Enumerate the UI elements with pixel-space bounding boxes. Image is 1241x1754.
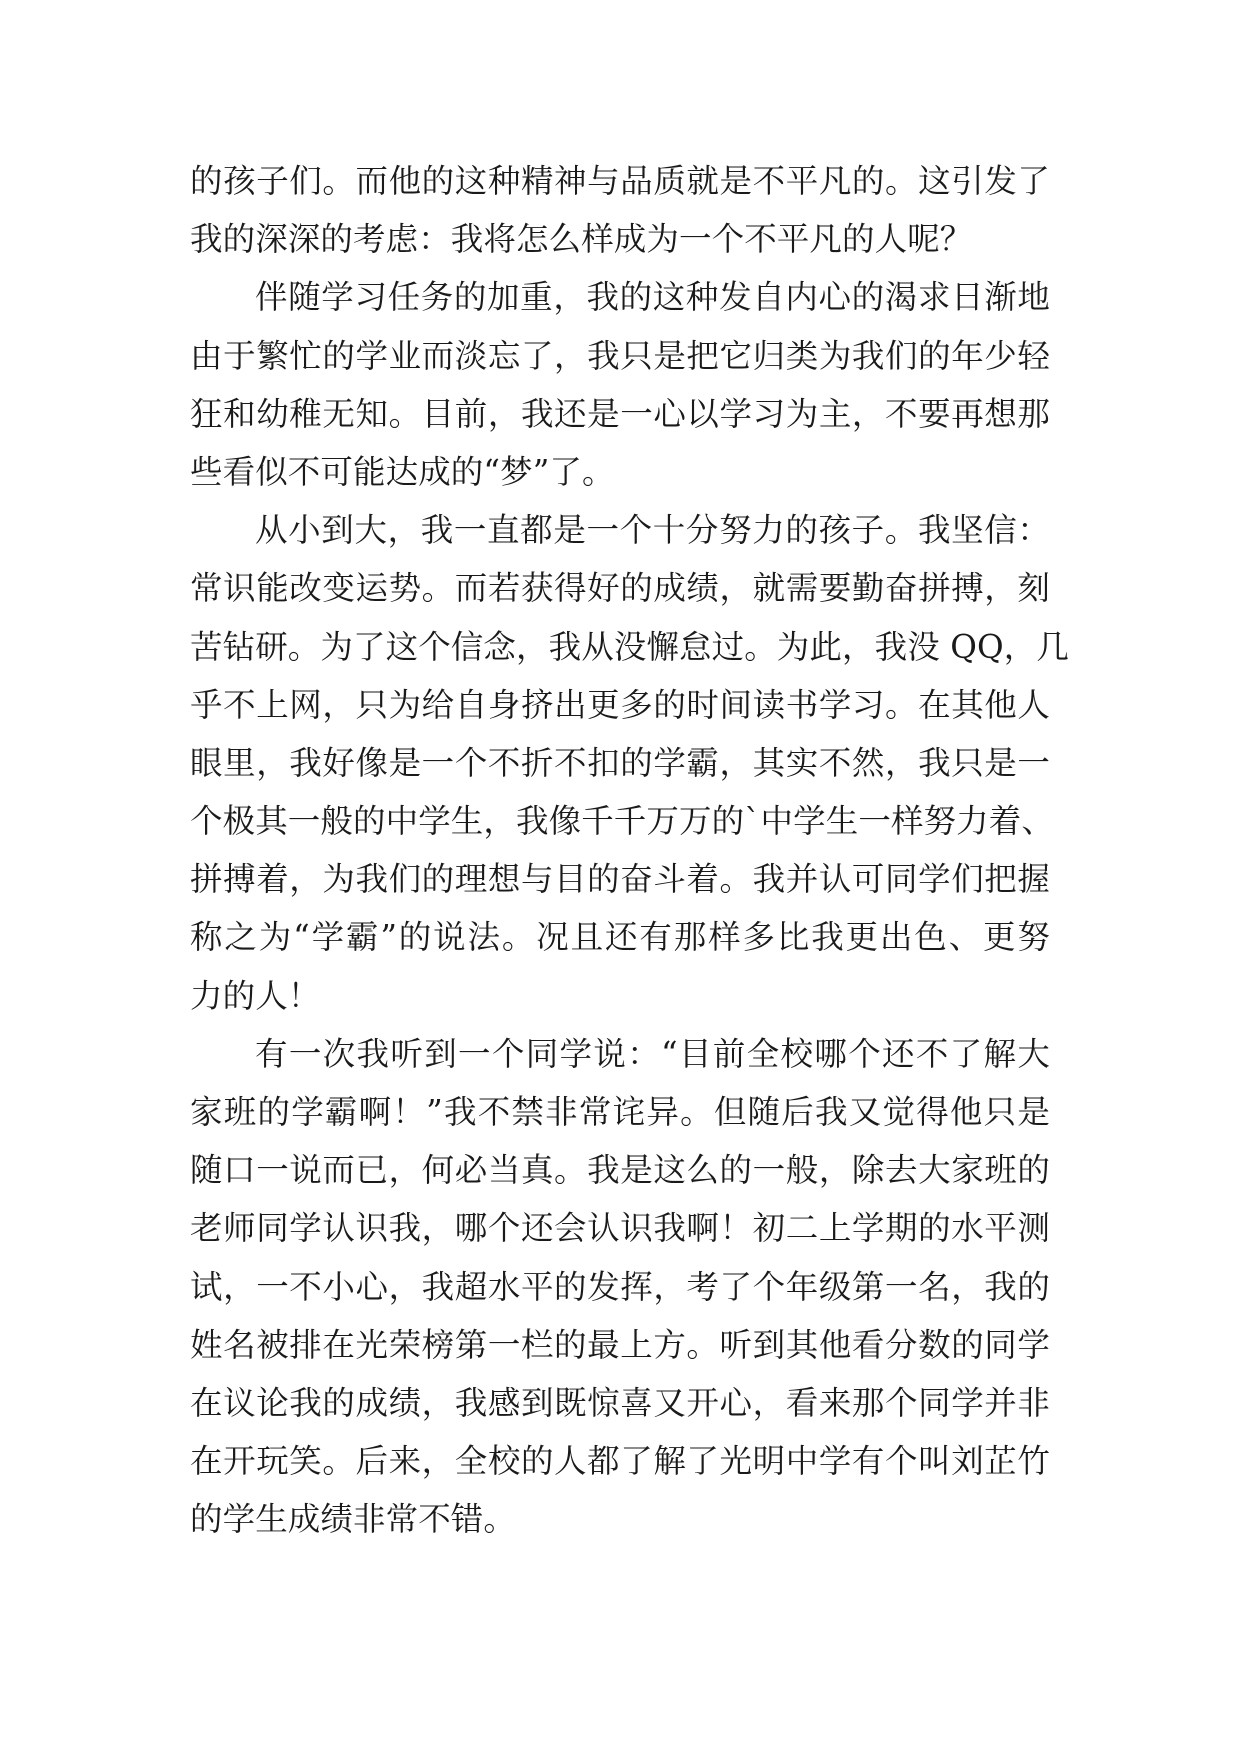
text-line: 些看似不可能达成的“梦”了。 — [190, 452, 615, 491]
text-line: 由于繁忙的学业而淡忘了，我只是把它归类为我们的年少轻 — [190, 336, 1050, 375]
paragraph-2 — [190, 268, 1050, 501]
text-line: 姓名被排在光荣榜第一栏的最上方。听到其他看分数的同学 — [190, 1325, 1050, 1364]
text-line: 在议论我的成绩，我感到既惊喜又开心，看来那个同学并非 — [190, 1383, 1050, 1422]
paragraph-4 — [190, 1025, 1050, 1549]
paragraph-1 — [190, 152, 1050, 268]
text-line: 有一次我听到一个同学说：“目前全校哪个还不了解大 — [255, 1034, 1050, 1073]
text-line: 常识能改变运势。而若获得好的成绩，就需要勤奋拼搏，刻 — [190, 569, 1050, 608]
text-line: 拼搏着，为我们的理想与目的奋斗着。我并认可同学们把握 — [190, 860, 1050, 899]
text-line: 伴随学习任务的加重，我的这种发自内心的渴求日渐地 — [255, 278, 1050, 317]
text-line: 家班的学霸啊！”我不禁非常诧异。但随后我又觉得他只是 — [190, 1093, 1050, 1131]
paragraph-3 — [190, 501, 1069, 1025]
document-body — [190, 152, 1069, 1549]
text-line: 随口一说而已，何必当真。我是这么的一般，除去大家班的 — [190, 1151, 1050, 1190]
text-line: 的孩子们。而他的这种精神与品质就是不平凡的。这引发了 — [190, 162, 1050, 200]
text-line: 乎不上网，只为给自身挤出更多的时间读书学习。在其他人 — [190, 685, 1050, 724]
text-line: 我的深深的考虑：我将怎么样成为一个不平凡的人呢？ — [190, 220, 973, 259]
text-line: 从小到大，我一直都是一个十分努力的孩子。我坚信： — [255, 511, 1050, 550]
text-line: 老师同学认识我，哪个还会认识我啊！初二上学期的水平测 — [190, 1209, 1050, 1248]
text-line: 苦钻研。为了这个信念，我从没懈怠过。为此，我没 QQ，几 — [190, 627, 1069, 666]
text-line: 称之为“学霸”的说法。况且还有那样多比我更出色、更努 — [190, 918, 1050, 957]
text-line: 在开玩笑。后来，全校的人都了解了光明中学有个叫刘芷竹 — [190, 1442, 1050, 1481]
text-line: 个极其一般的中学生，我像千千万万的`中学生一样努力着、 — [190, 802, 1054, 841]
text-line: 狂和幼稚无知。目前，我还是一心以学习为主，不要再想那 — [190, 394, 1050, 433]
text-line: 力的人！ — [190, 976, 321, 1015]
text-line: 试，一不小心，我超水平的发挥，考了个年级第一名，我的 — [190, 1267, 1050, 1306]
text-line: 眼里，我好像是一个不折不扣的学霸，其实不然，我只是一 — [190, 743, 1050, 782]
text-line: 的学生成绩非常不错。 — [190, 1500, 517, 1539]
